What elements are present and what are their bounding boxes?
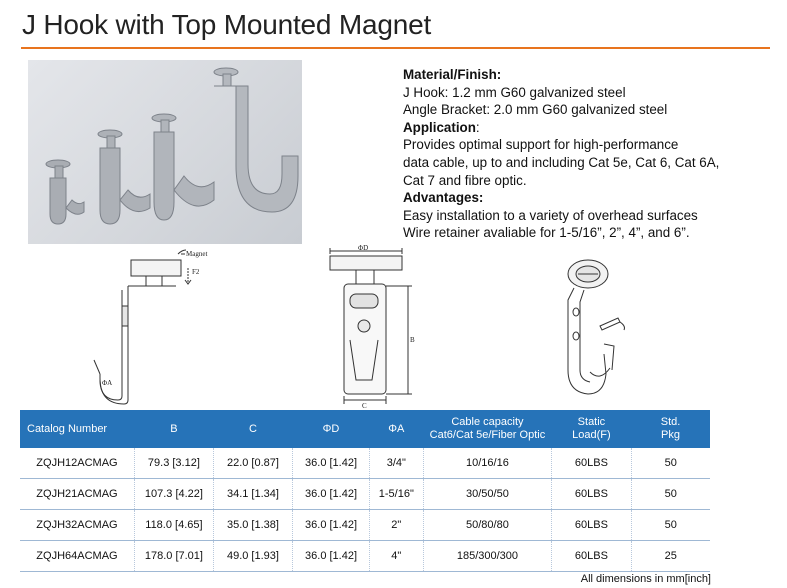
- header-catalog-number: Catalog Number: [20, 410, 134, 448]
- cell-static-load: 60LBS: [552, 448, 631, 479]
- phi-a-label: ΦA: [102, 379, 113, 387]
- cell-cable-capacity: 30/50/50: [423, 479, 552, 510]
- application-line: Cat 7 and fibre optic.: [403, 172, 527, 188]
- c-label: C: [362, 402, 367, 409]
- cell-b: 79.3 [3.12]: [134, 448, 213, 479]
- cell-phi-d: 36.0 [1.42]: [292, 510, 369, 541]
- cell-c: 35.0 [1.38]: [213, 510, 292, 541]
- cell-std-pkg: 50: [631, 479, 710, 510]
- cell-cable-capacity: 185/300/300: [423, 541, 552, 572]
- cell-phi-a: 3/4": [370, 448, 423, 479]
- header-static-load: Static Load(F): [552, 410, 631, 448]
- material-heading: Material/Finish:: [403, 67, 502, 82]
- table-row: [20, 510, 710, 541]
- product-description: [403, 66, 773, 242]
- advantages-line: Easy installation to a variety of overhead surfaces: [403, 207, 698, 223]
- application-line: Provides optimal support for high-performance: [403, 137, 679, 153]
- header-std-pkg: Std. Pkg: [631, 410, 710, 448]
- material-line: Angle Bracket: 2.0 mm G60 galvanized steel: [403, 102, 668, 118]
- cell-catalog-number: ZQJH64ACMAG: [20, 541, 134, 572]
- cell-phi-a: 4": [370, 541, 423, 572]
- header-b: B: [134, 410, 213, 448]
- front-view-drawing: [322, 244, 422, 409]
- isometric-drawing: [530, 252, 640, 400]
- cell-b: 107.3 [4.22]: [134, 479, 213, 510]
- f2-label: F2: [192, 268, 200, 276]
- header-phi-d: ΦD: [292, 410, 369, 448]
- magnet-label: Magnet: [186, 250, 208, 258]
- cell-b: 118.0 [4.65]: [134, 510, 213, 541]
- cell-phi-d: 36.0 [1.42]: [292, 448, 369, 479]
- title-underline: [21, 47, 770, 49]
- phi-d-label: ΦD: [358, 244, 369, 252]
- cell-phi-a: 1-5/16": [370, 479, 423, 510]
- cell-cable-capacity: 10/16/16: [423, 448, 552, 479]
- cell-std-pkg: 25: [631, 541, 710, 572]
- advantages-line: Wire retainer avaliable for 1-5/16”, 2”, 4”, and 6”.: [403, 225, 690, 241]
- application-colon: :: [475, 119, 480, 135]
- cell-phi-a: 2": [370, 510, 423, 541]
- table-row: [20, 541, 710, 572]
- cell-phi-d: 36.0 [1.42]: [292, 479, 369, 510]
- cell-static-load: 60LBS: [552, 510, 631, 541]
- side-view-drawing: [78, 246, 228, 406]
- header-c: C: [213, 410, 292, 448]
- dimensions-note: All dimensions in mm[inch]: [580, 573, 711, 585]
- cell-c: 34.1 [1.34]: [213, 479, 292, 510]
- table-row: [20, 479, 710, 510]
- application-heading: Application: [403, 119, 476, 135]
- table-header-row: [20, 410, 710, 448]
- cell-c: 22.0 [0.87]: [213, 448, 292, 479]
- cell-static-load: 60LBS: [552, 479, 631, 510]
- cell-b: 178.0 [7.01]: [134, 541, 213, 572]
- b-label: B: [410, 336, 415, 344]
- page-title: J Hook with Top Mounted Magnet: [22, 9, 432, 40]
- material-line: J Hook: 1.2 mm G60 galvanized steel: [403, 84, 626, 100]
- advantages-heading: Advantages:: [403, 190, 484, 206]
- cell-c: 49.0 [1.93]: [213, 541, 292, 572]
- cell-phi-d: 36.0 [1.42]: [292, 541, 369, 572]
- cell-catalog-number: ZQJH32ACMAG: [20, 510, 134, 541]
- table-row: [20, 448, 710, 479]
- cell-catalog-number: ZQJH21ACMAG: [20, 479, 134, 510]
- spec-table: [20, 410, 710, 572]
- header-phi-a: ΦA: [370, 410, 423, 448]
- cell-static-load: 60LBS: [552, 541, 631, 572]
- cell-std-pkg: 50: [631, 510, 710, 541]
- product-photo: [28, 60, 302, 244]
- cell-cable-capacity: 50/80/80: [423, 510, 552, 541]
- header-cable-capacity: Cable capacity Cat6/Cat 5e/Fiber Optic: [423, 410, 552, 448]
- cell-std-pkg: 50: [631, 448, 710, 479]
- cell-catalog-number: ZQJH12ACMAG: [20, 448, 134, 479]
- application-line: data cable, up to and including Cat 5e, Cat 6, Cat 6A,: [403, 154, 720, 170]
